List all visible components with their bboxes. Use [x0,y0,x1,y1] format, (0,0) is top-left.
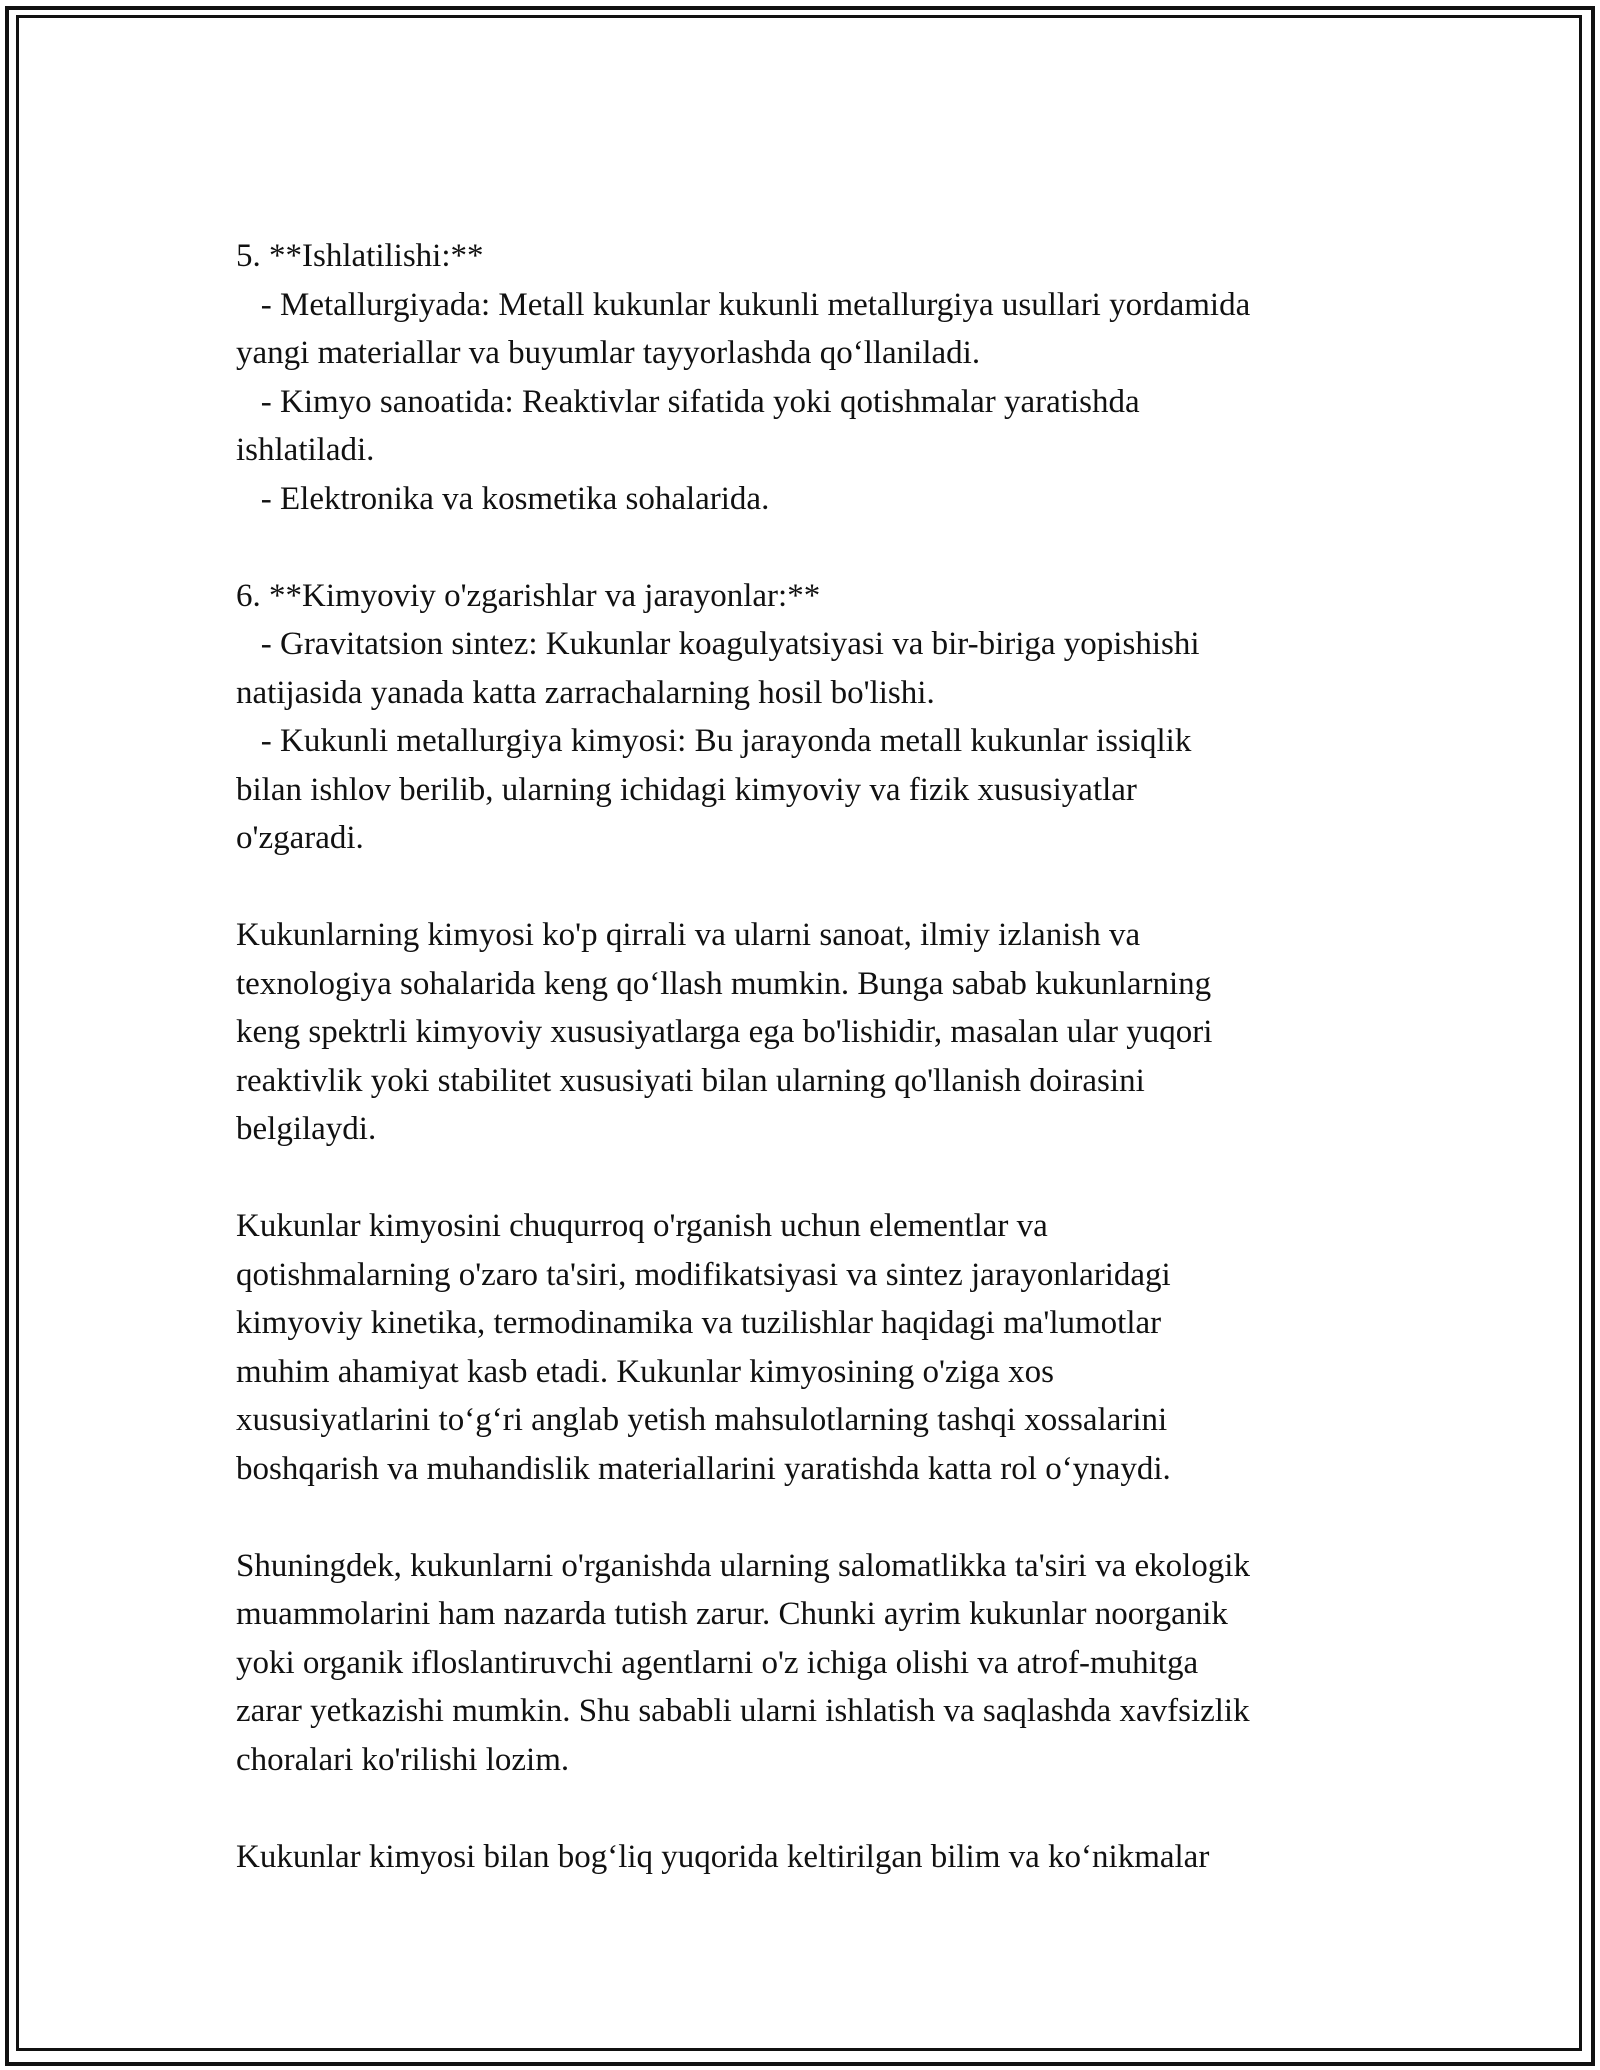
text-line: belgilaydi. [236,1111,377,1147]
paragraph-gap [236,863,1386,912]
text-line: Kukunlar kimyosini chuqurroq o'rganish uchun elementlar va [236,1208,1048,1244]
text-line: Kukunlarning kimyosi ko'p qirrali va ularni sanoat, ilmiy izlanish va [236,917,1141,953]
text-line: boshqarish va muhandislik materiallarini yaratishda katta rol o‘ynaydi. [236,1450,1171,1487]
text-line: keng spektrli kimyoviy xususiyatlarga ega bo'lishidir, masalan ular yuqori [236,1014,1213,1050]
paragraph-gap [236,1784,1386,1833]
text-line: 5. **Ishlatilishi:** [236,238,484,274]
text-line: yangi materiallar va buyumlar tayyorlashda qo‘llaniladi. [236,335,981,371]
text-line: bilan ishlov berilib, ularning ichidagi kimyoviy va fizik xususiyatlar [236,771,1137,808]
text-line: o'zgaradi. [236,820,364,856]
document-body [236,232,1386,1881]
text-line: yoki organik ifloslantiruvchi agentlarni o'z ichiga olishi va atrof-muhitga [236,1644,1199,1681]
text-line: qotishmalarning o'zaro ta'siri, modifikatsiyasi va sintez jarayonlaridagi [236,1256,1171,1293]
paragraph-gap [236,1154,1386,1203]
text-line: zarar yetkazishi mumkin. Shu sababli ularni ishlatish va saqlashda xavfsizlik [236,1693,1250,1729]
text-line: Shuningdek, kukunlarni o'rganishda ularning salomatlikka ta'siri va ekologik [236,1547,1250,1584]
text-line: 6. **Kimyoviy o'zgarishlar va jarayonlar:** [236,577,821,614]
text-line: xususiyatlarini to‘g‘ri anglab yetish mahsulotlarning tashqi xossalarini [236,1402,1168,1438]
text-line: - Kimyo sanoatida: Reaktivlar sifatida yoki qotishmalar yaratishda [236,383,1140,420]
paragraph-gap [236,523,1386,572]
text-line: kimyoviy kinetika, termodinamika va tuzilishlar haqidagi ma'lumotlar [236,1305,1162,1341]
text-line: - Kukunli metallurgiya kimyosi: Bu jarayonda metall kukunlar issiqlik [236,723,1192,759]
text-line: natijasida yanada katta zarrachalarning hosil bo'lishi. [236,674,935,711]
paragraph-gap [236,1493,1386,1542]
text-line: Kukunlar kimyosi bilan bog‘liq yuqorida keltirilgan bilim va ko‘nikmalar [236,1838,1210,1875]
text-line: - Elektronika va kosmetika sohalarida. [236,480,770,517]
text-line: - Gravitatsion sintez: Kukunlar koagulyatsiyasi va bir-biriga yopishishi [236,626,1200,662]
text-line: texnologiya sohalarida keng qo‘llash mumkin. Bunga sabab kukunlarning [236,965,1212,1002]
text-line: - Metallurgiyada: Metall kukunlar kukunli metallurgiya usullari yordamida [236,286,1251,323]
text-line: reaktivlik yoki stabilitet xususiyati bilan ularning qo'llanish doirasini [236,1062,1145,1099]
text-line: ishlatiladi. [236,432,375,468]
text-line: choralari ko'rilishi lozim. [236,1741,570,1778]
text-line: muhim ahamiyat kasb etadi. Kukunlar kimyosining o'ziga xos [236,1353,1054,1390]
text-line: muammolarini ham nazarda tutish zarur. Chunki ayrim kukunlar noorganik [236,1596,1228,1632]
